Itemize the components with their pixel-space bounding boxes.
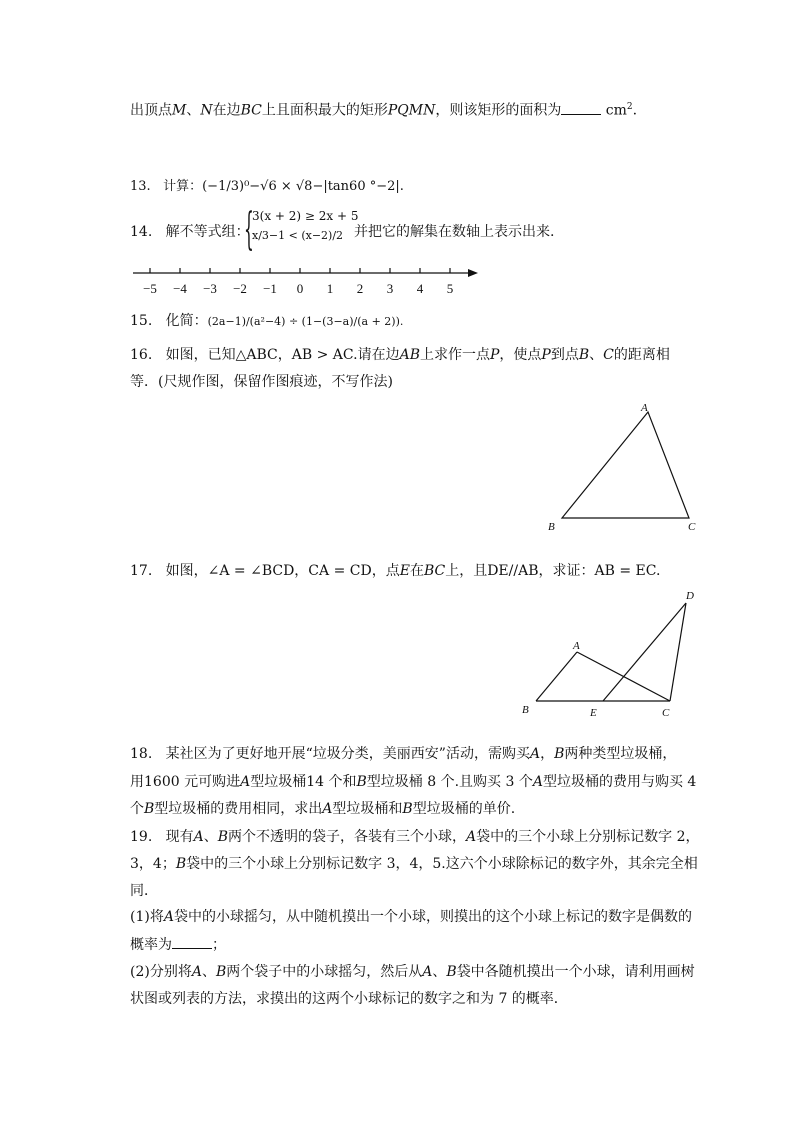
- question-number: 16.: [130, 347, 153, 363]
- unit-exponent: 2: [626, 102, 633, 112]
- instruction: 并把它的解集在数轴上表示出来.: [354, 224, 555, 240]
- var-a: A: [191, 964, 202, 980]
- text: 袋中的小球摇匀，从中随机摸出一个小球，则摸出的这个小球上标记的数字是偶数的: [173, 909, 692, 925]
- text: 型垃圾桶的费用相同，求出: [154, 801, 323, 817]
- text: 、: [201, 964, 216, 980]
- text: 型垃圾桶14 个和: [250, 774, 357, 790]
- text: 的距离相: [613, 347, 670, 363]
- var-b: B: [217, 829, 229, 845]
- tick-label: −3: [203, 281, 217, 296]
- var-m: M: [172, 102, 187, 119]
- text: 两个不透明的袋子，各装有三个小球，: [228, 829, 467, 845]
- inequality-1: 3(x + 2) ≥ 2x + 5: [252, 209, 359, 223]
- var-b: B: [554, 746, 565, 762]
- var-b: B: [446, 964, 457, 980]
- var-a: A: [322, 801, 333, 817]
- var-b: B: [402, 801, 413, 817]
- tick-label: 1: [326, 281, 334, 296]
- question-number: 14.: [130, 224, 153, 240]
- var-n: N: [200, 102, 213, 119]
- text: 袋中各随机摸出一个小球，请利用画树: [456, 964, 695, 980]
- var-a: A: [240, 774, 251, 790]
- text: 上，且DE//AB，求证：AB = EC.: [445, 563, 661, 579]
- label-d: D: [686, 590, 694, 602]
- var-bc: BC: [240, 102, 262, 119]
- question-19-line-2: [130, 853, 698, 875]
- tick-label: 2: [356, 281, 364, 296]
- answer-blank[interactable]: [172, 934, 212, 949]
- text: 、: [589, 347, 604, 363]
- var-b: B: [175, 856, 187, 872]
- text: 出顶点: [130, 102, 172, 119]
- text: 、: [432, 964, 447, 980]
- var-b: B: [356, 774, 367, 790]
- math-expression: (2a−1)/(a²−4) ÷ (1−(3−a)/(a + 2)).: [207, 315, 404, 328]
- brace-glyph: {: [244, 204, 254, 255]
- var-b: B: [144, 801, 155, 817]
- var-bc: BC: [423, 563, 446, 579]
- question-18-line-3: [130, 798, 515, 820]
- text: 如图，∠A = ∠BCD，CA = CD，点: [165, 563, 400, 579]
- text: (2)分别将: [130, 964, 192, 980]
- text: 个: [130, 801, 144, 817]
- text: 、: [203, 829, 218, 845]
- text: 两种类型垃圾桶，: [564, 746, 677, 762]
- text: 上求作一点: [419, 347, 490, 363]
- question-number: 15.: [130, 313, 153, 329]
- label-b: B: [548, 521, 555, 533]
- tick-label: 5: [446, 281, 454, 296]
- segment-dc: [670, 603, 686, 701]
- segment-ab: [536, 652, 577, 701]
- text: 两个袋子中的小球摇匀，然后从: [226, 964, 423, 980]
- math-expression: (−1/3)⁰−√6 × √8−|tan60 °−2|.: [202, 179, 404, 194]
- text: 3，4；: [130, 856, 176, 872]
- var-p: P: [489, 347, 500, 363]
- tick-label: 3: [386, 281, 394, 296]
- text: ，: [540, 746, 555, 762]
- question-19-part-1-answer: [130, 934, 226, 956]
- inequality-2: x/3−1 < (x−2)/2: [252, 229, 344, 242]
- text: 用1600 元可购进: [130, 774, 241, 790]
- tick-label: −5: [143, 281, 157, 296]
- var-c: C: [603, 347, 614, 363]
- question-16-line-2: 等．(尺规作图，保留作图痕迹，不写作法): [130, 374, 393, 390]
- text: (1)将: [130, 909, 164, 925]
- tick-label: −1: [263, 281, 277, 296]
- label-c: C: [688, 521, 696, 533]
- question-19-part-2: [130, 961, 695, 983]
- text: 上且面积最大的矩形: [261, 102, 388, 119]
- question-number: 19.: [130, 829, 153, 845]
- text: 到点: [550, 347, 579, 363]
- var-e: E: [399, 563, 410, 579]
- unit: cm: [605, 102, 627, 119]
- question-label: 化简：: [165, 313, 208, 329]
- tick-label: 0: [296, 281, 304, 296]
- label-b: B: [522, 704, 529, 716]
- text: 现有: [165, 829, 194, 845]
- var-b: B: [215, 964, 227, 980]
- text: 、: [186, 102, 201, 119]
- question-19-part-1: [130, 906, 692, 928]
- text: 在边: [212, 102, 241, 119]
- text: 如图，已知△ABC，AB > AC.请在边: [165, 347, 400, 363]
- question-number: 18.: [130, 746, 153, 762]
- var-a: A: [529, 746, 541, 762]
- text: 型垃圾桶 8 个.且购买 3 个: [366, 774, 533, 790]
- question-19-line-3: 同．: [130, 883, 158, 899]
- var-a: A: [466, 829, 477, 845]
- var-a: A: [532, 774, 543, 790]
- text: 概率为: [130, 937, 172, 953]
- segment-de: [603, 603, 686, 701]
- text: 某社区为了更好地开展“垃圾分类，美丽西安”活动，需购买: [165, 746, 530, 762]
- text: .: [632, 102, 638, 119]
- var-pqmn: PQMN: [387, 102, 436, 119]
- text: ；: [212, 937, 226, 953]
- var-a: A: [193, 829, 204, 845]
- question-label: 计算：: [163, 179, 203, 194]
- question-19-line-1: [130, 826, 700, 848]
- var-p: P: [541, 347, 551, 363]
- question-18-line-2: [130, 771, 696, 793]
- question-number: 17.: [130, 563, 153, 579]
- text: 型垃圾桶和: [332, 801, 403, 817]
- label-e: E: [590, 707, 597, 719]
- var-a: A: [422, 964, 433, 980]
- question-label: 解不等式组：: [165, 224, 250, 240]
- var-a: A: [163, 909, 174, 925]
- question-19-part-2-cont: 状图或列表的方法，求摸出的这两个小球标记的数字之和为 7 的概率．: [130, 991, 568, 1007]
- text: 袋中的三个小球上分别标记数字 2，: [476, 829, 700, 845]
- label-c: C: [662, 707, 670, 719]
- question-18-line-1: [130, 743, 676, 765]
- question-number: 13.: [130, 179, 151, 194]
- tick-label: 4: [416, 281, 424, 296]
- text: 在: [409, 563, 424, 579]
- text: ，则该矩形的面积为: [435, 102, 562, 119]
- text: 型垃圾桶的费用与购买 4: [542, 774, 697, 790]
- tick-label: −4: [173, 281, 187, 296]
- var-b: B: [578, 347, 590, 363]
- text: 型垃圾桶的单价.: [412, 801, 516, 817]
- var-ab: AB: [399, 347, 420, 363]
- text: ，使点: [499, 347, 542, 363]
- tick-label: −2: [233, 281, 247, 296]
- label-a: A: [641, 402, 648, 414]
- label-a: A: [573, 640, 580, 652]
- text: 袋中的三个小球上分别标记数字 3，4，5.这六个小球除标记的数字外，其余完全相: [186, 856, 698, 872]
